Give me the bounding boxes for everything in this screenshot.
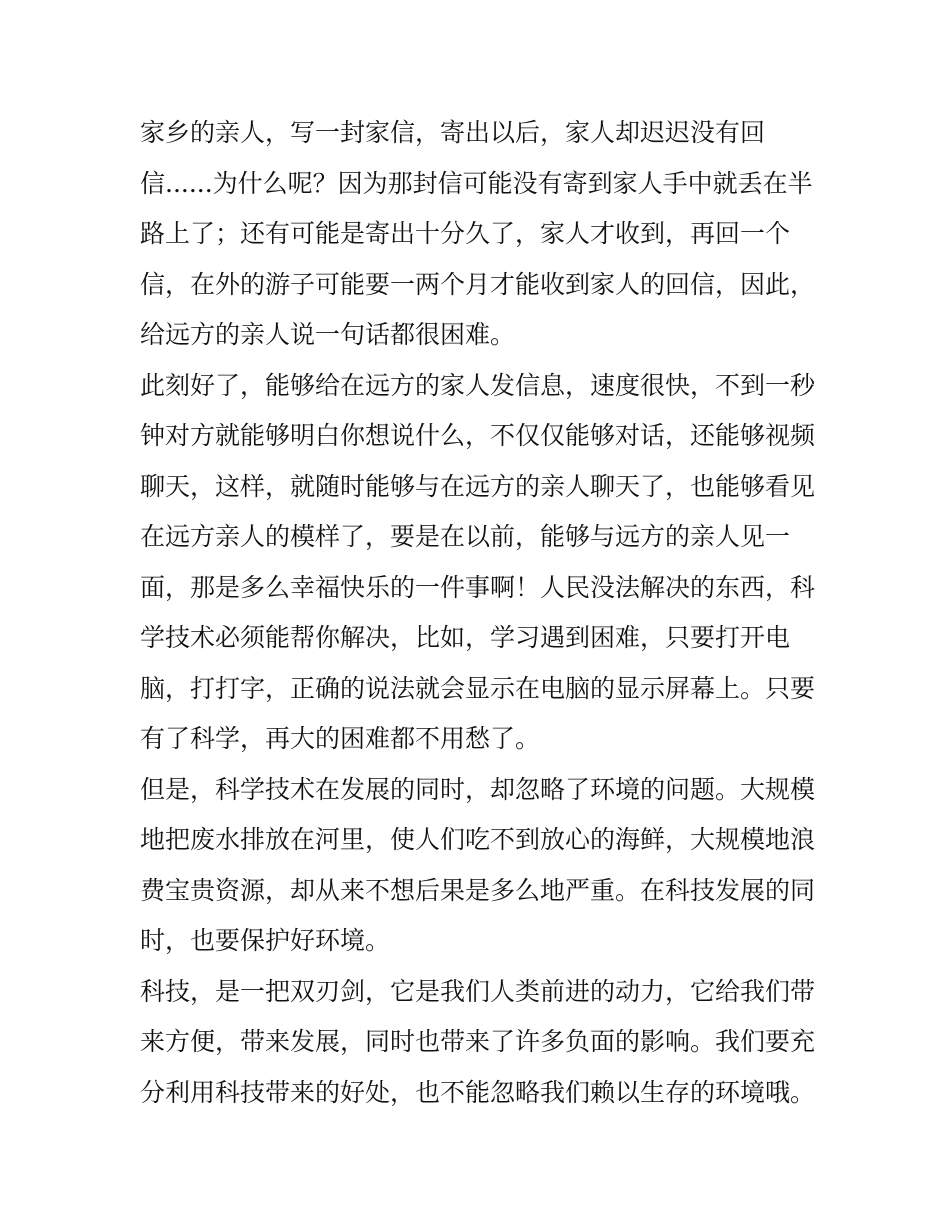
- text-line: 地把废水排放在河里，使人们吃不到放心的海鲜，大规模地浪: [140, 825, 816, 854]
- text-line: 有了科学，再大的困难都不用愁了。: [140, 724, 541, 753]
- text-line: 来方便，带来发展，同时也带来了许多负面的影响。我们要充: [140, 1027, 816, 1056]
- text-line: 但是，科学技术在发展的同时，却忽略了环境的问题。大规模: [140, 774, 816, 804]
- text-line: 科技，是一把双刃剑，它是我们人类前进的动力，它给我们带: [140, 976, 816, 1006]
- text-line: 信，在外的游子可能要一两个月才能收到家人的回信，因此，: [140, 269, 816, 299]
- text-line: 路上了；还有可能是寄出十分久了，家人才收到，再回一个: [140, 219, 791, 248]
- text-line: 在远方亲人的模样了，要是在以前，能够与远方的亲人见一: [140, 522, 791, 551]
- text-line: 费宝贵资源，却从来不想后果是多么地严重。在科技发展的同: [140, 875, 816, 905]
- text-line: 分利用科技带来的好处，也不能忽略我们赖以生存的环境哦。: [140, 1077, 816, 1107]
- text-line: 学技术必须能帮你解决，比如，学习遇到困难，只要打开电: [140, 623, 791, 652]
- text-line: 家乡的亲人，写一封家信，寄出以后，家人却迟迟没有回: [140, 118, 766, 147]
- body-text: [140, 108, 820, 1118]
- text-line: 给远方的亲人说一句话都很困难。: [140, 320, 516, 349]
- text-line: 面，那是多么幸福快乐的一件事啊！人民没法解决的东西，科: [140, 572, 816, 602]
- text-line: 钟对方就能够明白你想说什么，不仅仅能够对话，还能够视频: [140, 421, 816, 450]
- text-line: 此刻好了，能够给在远方的家人发信息，速度很快，不到一秒: [140, 370, 816, 400]
- text-line: 时，也要保护好环境。: [140, 926, 391, 955]
- text-line: 信......为什么呢？因为那封信可能没有寄到家人手中就丢在半: [140, 168, 813, 198]
- text-line: 聊天，这样，就随时能够与在远方的亲人聊天了，也能够看见: [140, 471, 816, 501]
- text-line: 脑，打打字，正确的说法就会显示在电脑的显示屏幕上。只要: [140, 673, 816, 703]
